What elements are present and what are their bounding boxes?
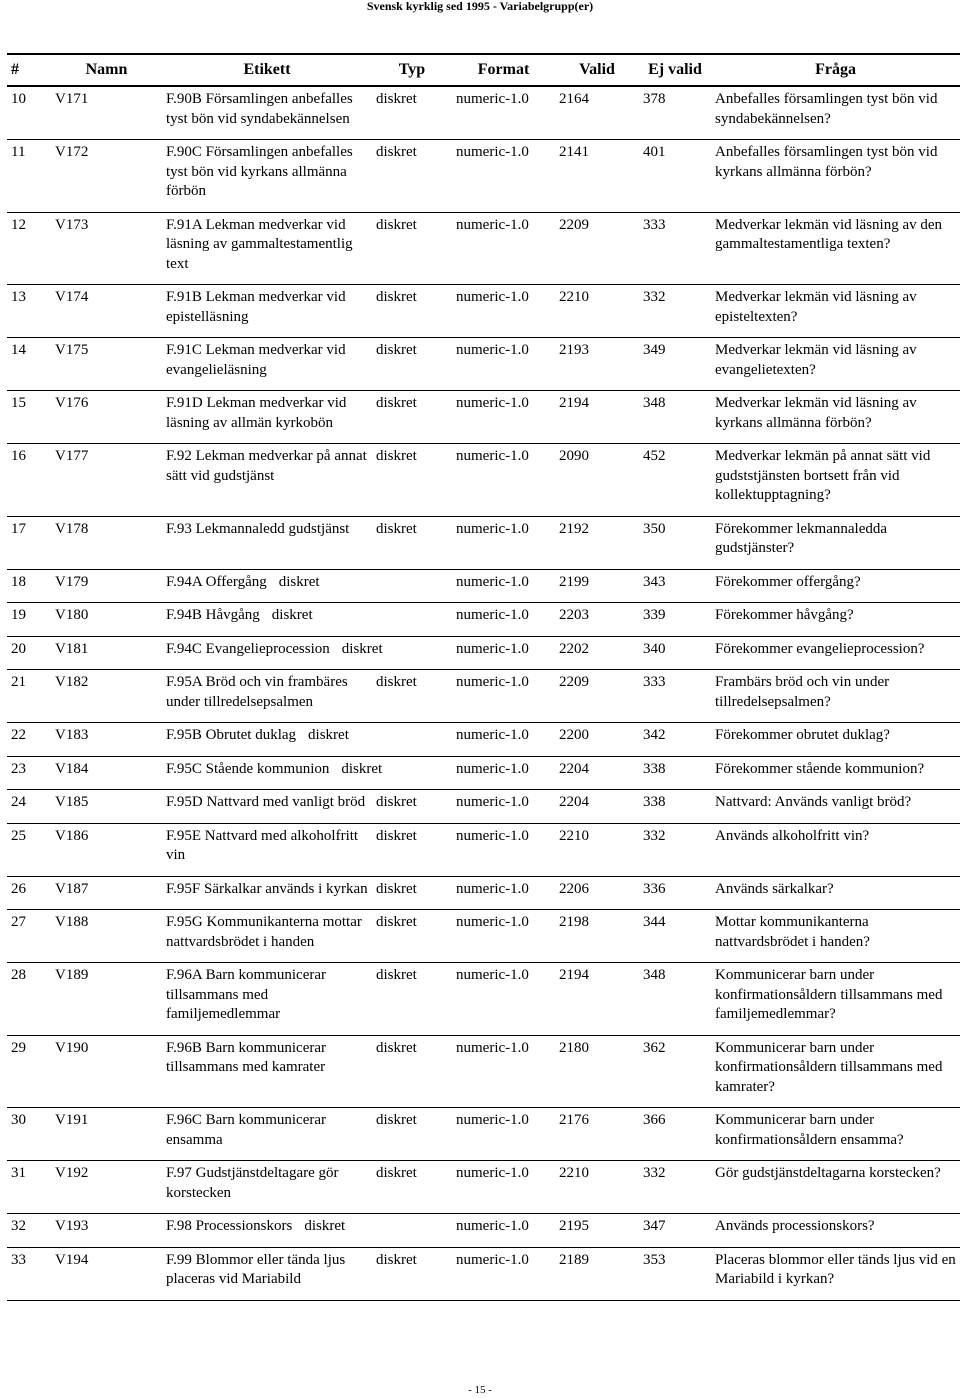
variable-label: F.95D Nattvard med vanligt bröd xyxy=(162,790,372,824)
variable-label: F.93 Lekmannaledd gudstjänst xyxy=(162,516,372,569)
valid-count: 2210 xyxy=(555,285,639,338)
column-header-question: Fråga xyxy=(711,54,960,86)
variable-label xyxy=(162,636,452,670)
variable-name: V185 xyxy=(51,790,162,824)
valid-count: 2209 xyxy=(555,670,639,723)
valid-count: 2192 xyxy=(555,516,639,569)
table-row xyxy=(7,212,960,285)
variable-format: numeric-1.0 xyxy=(452,285,555,338)
table-row xyxy=(7,86,960,140)
variable-label: F.96C Barn kommunicerar ensamma xyxy=(162,1108,372,1161)
invalid-count: 338 xyxy=(639,756,711,790)
variable-label: F.95G Kommunikanterna mottar nattvardsbrödet i handen xyxy=(162,910,372,963)
variable-label: F.92 Lekman medverkar på annat sätt vid gudstjänst xyxy=(162,444,372,517)
question-text: Gör gudstjänstdeltagarna korstecken? xyxy=(711,1161,960,1214)
variable-type: diskret xyxy=(271,607,313,623)
variable-label xyxy=(162,603,452,637)
row-number: 10 xyxy=(7,86,51,140)
variable-name: V190 xyxy=(51,1035,162,1108)
question-text: Kommunicerar barn under konfirmationsåldern ensamma? xyxy=(711,1108,960,1161)
invalid-count: 332 xyxy=(639,285,711,338)
column-header-type: Typ xyxy=(372,54,452,86)
variable-name: V177 xyxy=(51,444,162,517)
row-number: 17 xyxy=(7,516,51,569)
valid-count: 2194 xyxy=(555,391,639,444)
variable-name: V180 xyxy=(51,603,162,637)
valid-count: 2141 xyxy=(555,140,639,213)
variable-name: V182 xyxy=(51,670,162,723)
variable-type: diskret xyxy=(372,1035,452,1108)
variable-name: V186 xyxy=(51,823,162,876)
variable-name: V181 xyxy=(51,636,162,670)
table-row xyxy=(7,569,960,603)
valid-count: 2180 xyxy=(555,1035,639,1108)
question-text: Kommunicerar barn under konfirmationsåldern tillsammans med familjemedlemmar? xyxy=(711,963,960,1036)
variable-format: numeric-1.0 xyxy=(452,670,555,723)
variable-label: F.97 Gudstjänstdeltagare gör korstecken xyxy=(162,1161,372,1214)
question-text: Förekommer håvgång? xyxy=(711,603,960,637)
valid-count: 2209 xyxy=(555,212,639,285)
question-text: Medverkar lekmän vid läsning av evangelietexten? xyxy=(711,338,960,391)
invalid-count: 349 xyxy=(639,338,711,391)
variable-type: diskret xyxy=(372,212,452,285)
variable-type: diskret xyxy=(341,640,383,657)
variable-format: numeric-1.0 xyxy=(452,338,555,391)
row-number: 12 xyxy=(7,212,51,285)
variable-type: diskret xyxy=(341,760,383,777)
invalid-count: 332 xyxy=(639,1161,711,1214)
variable-label: F.96A Barn kommunicerar tillsammans med familjemedlemmar xyxy=(162,963,372,1036)
table-row xyxy=(7,516,960,569)
question-text: Anbefalles församlingen tyst bön vid kyrkans allmänna förbön? xyxy=(711,140,960,213)
variable-label: F.90C Församlingen anbefalles tyst bön vid kyrkans allmänna förbön xyxy=(162,140,372,213)
invalid-count: 366 xyxy=(639,1108,711,1161)
variable-name: V173 xyxy=(51,212,162,285)
variable-label: F.94A Offergång xyxy=(166,573,267,590)
table-row xyxy=(7,876,960,910)
variable-name: V174 xyxy=(51,285,162,338)
table-row xyxy=(7,1247,960,1300)
row-number: 11 xyxy=(7,140,51,213)
variable-type: diskret xyxy=(372,140,452,213)
variable-format: numeric-1.0 xyxy=(452,790,555,824)
question-text: Används alkoholfritt vin? xyxy=(711,823,960,876)
variable-name: V175 xyxy=(51,338,162,391)
question-text: Medverkar lekmän på annat sätt vid gudststjänsten bortsett från vid kollektupptagning? xyxy=(711,444,960,517)
variable-label: F.95A Bröd och vin frambäres under tillredelsepsalmen xyxy=(162,670,372,723)
variable-format: numeric-1.0 xyxy=(452,391,555,444)
invalid-count: 452 xyxy=(639,444,711,517)
variable-format: numeric-1.0 xyxy=(452,516,555,569)
row-number: 14 xyxy=(7,338,51,391)
variable-label: F.98 Processionskors xyxy=(166,1218,293,1234)
variable-label xyxy=(162,723,452,757)
row-number: 21 xyxy=(7,670,51,723)
column-header-invalid: Ej valid xyxy=(639,54,711,86)
variable-label: F.91C Lekman medverkar vid evangelieläsning xyxy=(162,338,372,391)
row-number: 28 xyxy=(7,963,51,1036)
invalid-count: 344 xyxy=(639,910,711,963)
variable-format: numeric-1.0 xyxy=(452,444,555,517)
invalid-count: 401 xyxy=(639,140,711,213)
variable-format: numeric-1.0 xyxy=(452,723,555,757)
variable-format: numeric-1.0 xyxy=(452,603,555,637)
table-row xyxy=(7,1214,960,1248)
variable-type: diskret xyxy=(278,573,320,590)
table-row xyxy=(7,1161,960,1214)
valid-count: 2203 xyxy=(555,603,639,637)
question-text: Används processionskors? xyxy=(711,1214,960,1248)
row-number: 18 xyxy=(7,569,51,603)
question-text: Mottar kommunikanterna nattvardsbrödet i handen? xyxy=(711,910,960,963)
variable-name: V179 xyxy=(51,569,162,603)
valid-count: 2164 xyxy=(555,86,639,140)
variable-type: diskret xyxy=(372,910,452,963)
valid-count: 2189 xyxy=(555,1247,639,1300)
variable-label: F.96B Barn kommunicerar tillsammans med kamrater xyxy=(162,1035,372,1108)
variable-table xyxy=(7,53,960,1301)
variable-type: diskret xyxy=(372,876,452,910)
variable-label: F.90B Församlingen anbefalles tyst bön vid syndabekännelsen xyxy=(162,86,372,140)
table-row xyxy=(7,756,960,790)
variable-label: F.95E Nattvard med alkoholfritt vin xyxy=(162,823,372,876)
valid-count: 2204 xyxy=(555,790,639,824)
question-text: Frambärs bröd och vin under tillredelsepsalmen? xyxy=(711,670,960,723)
table-row xyxy=(7,670,960,723)
row-number: 27 xyxy=(7,910,51,963)
variable-type: diskret xyxy=(372,444,452,517)
variable-name: V194 xyxy=(51,1247,162,1300)
variable-name: V178 xyxy=(51,516,162,569)
valid-count: 2210 xyxy=(555,823,639,876)
variable-label xyxy=(162,569,452,603)
valid-count: 2090 xyxy=(555,444,639,517)
variable-format: numeric-1.0 xyxy=(452,1108,555,1161)
table-row xyxy=(7,140,960,213)
variable-type: diskret xyxy=(372,285,452,338)
row-number: 25 xyxy=(7,823,51,876)
variable-name: V192 xyxy=(51,1161,162,1214)
table-body xyxy=(7,86,960,1300)
variable-format: numeric-1.0 xyxy=(452,910,555,963)
variable-name: V172 xyxy=(51,140,162,213)
row-number: 22 xyxy=(7,723,51,757)
invalid-count: 336 xyxy=(639,876,711,910)
variable-type: diskret xyxy=(308,727,349,743)
table-row xyxy=(7,285,960,338)
variable-format: numeric-1.0 xyxy=(452,636,555,670)
valid-count: 2194 xyxy=(555,963,639,1036)
invalid-count: 362 xyxy=(639,1035,711,1108)
variable-label: F.94B Håvgång xyxy=(166,607,260,623)
variable-name: V176 xyxy=(51,391,162,444)
variable-label xyxy=(162,756,452,790)
variable-format: numeric-1.0 xyxy=(452,963,555,1036)
invalid-count: 350 xyxy=(639,516,711,569)
invalid-count: 347 xyxy=(639,1214,711,1248)
row-number: 20 xyxy=(7,636,51,670)
invalid-count: 348 xyxy=(639,391,711,444)
question-text: Kommunicerar barn under konfirmationsåldern tillsammans med kamrater? xyxy=(711,1035,960,1108)
variable-format: numeric-1.0 xyxy=(452,1214,555,1248)
variable-format: numeric-1.0 xyxy=(452,140,555,213)
variable-type: diskret xyxy=(304,1218,346,1234)
invalid-count: 333 xyxy=(639,670,711,723)
variable-label: F.95F Särkalkar används i kyrkan xyxy=(162,876,372,910)
table-header-row xyxy=(7,54,960,86)
question-text: Medverkar lekmän vid läsning av kyrkans allmänna förbön? xyxy=(711,391,960,444)
row-number: 13 xyxy=(7,285,51,338)
question-text: Förekommer lekmannaledda gudstjänster? xyxy=(711,516,960,569)
page-number: - 15 - xyxy=(468,1384,492,1396)
question-text: Anbefalles församlingen tyst bön vid syndabekännelsen? xyxy=(711,86,960,140)
valid-count: 2204 xyxy=(555,756,639,790)
variable-label xyxy=(162,1214,452,1248)
variable-format: numeric-1.0 xyxy=(452,212,555,285)
variable-name: V184 xyxy=(51,756,162,790)
question-text: Medverkar lekmän vid läsning av den gammaltestamentliga texten? xyxy=(711,212,960,285)
column-header-label: Etikett xyxy=(162,54,372,86)
variable-label: F.94C Evangelieprocession xyxy=(166,640,330,657)
variable-label: F.95C Stående kommunion xyxy=(166,760,330,777)
table-row xyxy=(7,823,960,876)
column-header-name: Namn xyxy=(51,54,162,86)
question-text: Förekommer evangelieprocession? xyxy=(711,636,960,670)
row-number: 26 xyxy=(7,876,51,910)
variable-type: diskret xyxy=(372,1247,452,1300)
table-row xyxy=(7,1108,960,1161)
variable-format: numeric-1.0 xyxy=(452,876,555,910)
question-text: Placeras blommor eller tänds ljus vid en Mariabild i kyrkan? xyxy=(711,1247,960,1300)
variable-format: numeric-1.0 xyxy=(452,1035,555,1108)
variable-type: diskret xyxy=(372,516,452,569)
valid-count: 2193 xyxy=(555,338,639,391)
variable-name: V193 xyxy=(51,1214,162,1248)
variable-label: F.99 Blommor eller tända ljus placeras vid Mariabild xyxy=(162,1247,372,1300)
variable-format: numeric-1.0 xyxy=(452,1161,555,1214)
valid-count: 2210 xyxy=(555,1161,639,1214)
invalid-count: 339 xyxy=(639,603,711,637)
invalid-count: 340 xyxy=(639,636,711,670)
variable-type: diskret xyxy=(372,86,452,140)
table-row xyxy=(7,603,960,637)
row-number: 16 xyxy=(7,444,51,517)
column-header-valid: Valid xyxy=(555,54,639,86)
variable-type: diskret xyxy=(372,823,452,876)
variable-type: diskret xyxy=(372,1161,452,1214)
question-text: Nattvard: Används vanligt bröd? xyxy=(711,790,960,824)
valid-count: 2176 xyxy=(555,1108,639,1161)
question-text: Medverkar lekmän vid läsning av episteltexten? xyxy=(711,285,960,338)
table-row xyxy=(7,338,960,391)
row-number: 15 xyxy=(7,391,51,444)
question-text: Används särkalkar? xyxy=(711,876,960,910)
table-row xyxy=(7,636,960,670)
row-number: 31 xyxy=(7,1161,51,1214)
running-header: Svensk kyrklig sed 1995 - Variabelgrupp(er) xyxy=(366,0,594,13)
valid-count: 2206 xyxy=(555,876,639,910)
variable-format: numeric-1.0 xyxy=(452,1247,555,1300)
question-text: Förekommer offergång? xyxy=(711,569,960,603)
table-row xyxy=(7,723,960,757)
variable-type: diskret xyxy=(372,670,452,723)
variable-type: diskret xyxy=(372,338,452,391)
variable-name: V187 xyxy=(51,876,162,910)
valid-count: 2202 xyxy=(555,636,639,670)
column-header-number: # xyxy=(7,54,51,86)
variable-type: diskret xyxy=(372,391,452,444)
variable-format: numeric-1.0 xyxy=(452,86,555,140)
variable-label: F.91D Lekman medverkar vid läsning av allmän kyrkobön xyxy=(162,391,372,444)
valid-count: 2198 xyxy=(555,910,639,963)
invalid-count: 332 xyxy=(639,823,711,876)
variable-name: V189 xyxy=(51,963,162,1036)
variable-format: numeric-1.0 xyxy=(452,756,555,790)
valid-count: 2199 xyxy=(555,569,639,603)
question-text: Förekommer obrutet duklag? xyxy=(711,723,960,757)
variable-label: F.91A Lekman medverkar vid läsning av gammaltestamentlig text xyxy=(162,212,372,285)
variable-type: diskret xyxy=(372,963,452,1036)
invalid-count: 343 xyxy=(639,569,711,603)
invalid-count: 333 xyxy=(639,212,711,285)
invalid-count: 338 xyxy=(639,790,711,824)
variable-format: numeric-1.0 xyxy=(452,823,555,876)
table-row xyxy=(7,790,960,824)
invalid-count: 342 xyxy=(639,723,711,757)
question-text: Förekommer stående kommunion? xyxy=(711,756,960,790)
valid-count: 2200 xyxy=(555,723,639,757)
variable-type: diskret xyxy=(372,790,452,824)
row-number: 30 xyxy=(7,1108,51,1161)
invalid-count: 353 xyxy=(639,1247,711,1300)
variable-name: V171 xyxy=(51,86,162,140)
row-number: 33 xyxy=(7,1247,51,1300)
variable-label: F.95B Obrutet duklag xyxy=(166,727,297,743)
table-row xyxy=(7,1035,960,1108)
row-number: 29 xyxy=(7,1035,51,1108)
table-row xyxy=(7,910,960,963)
row-number: 23 xyxy=(7,756,51,790)
row-number: 19 xyxy=(7,603,51,637)
invalid-count: 378 xyxy=(639,86,711,140)
column-header-format: Format xyxy=(452,54,555,86)
variable-name: V191 xyxy=(51,1108,162,1161)
table-row xyxy=(7,963,960,1036)
row-number: 24 xyxy=(7,790,51,824)
row-number: 32 xyxy=(7,1214,51,1248)
table-row xyxy=(7,391,960,444)
variable-label: F.91B Lekman medverkar vid epistelläsning xyxy=(162,285,372,338)
valid-count: 2195 xyxy=(555,1214,639,1248)
variable-format: numeric-1.0 xyxy=(452,569,555,603)
variable-name: V188 xyxy=(51,910,162,963)
invalid-count: 348 xyxy=(639,963,711,1036)
variable-name: V183 xyxy=(51,723,162,757)
table-row xyxy=(7,444,960,517)
variable-type: diskret xyxy=(372,1108,452,1161)
